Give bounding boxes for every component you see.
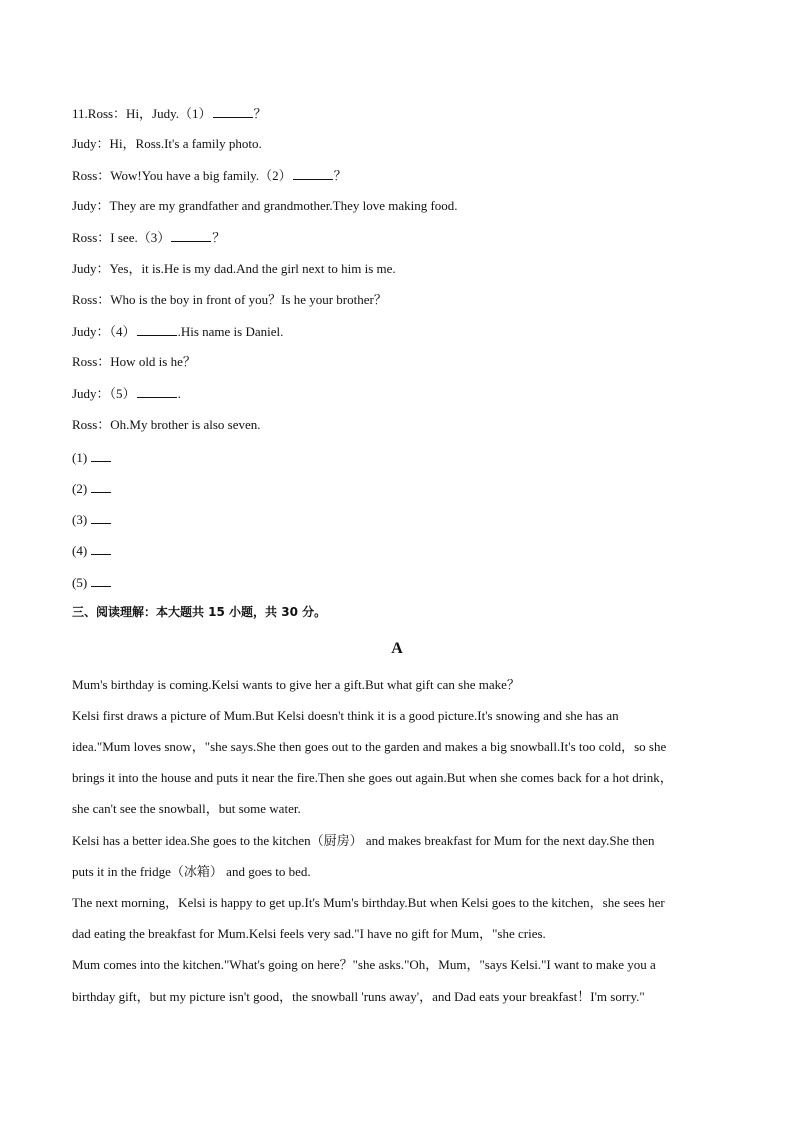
passage-line: Mum comes into the kitchen."What's going on here？"she asks."Oh，Mum，"says Kelsi."I want to make you a [72,957,656,972]
section-heading: 三、阅读理解：本大题共 15 小题，共 30 分。 [72,605,327,619]
answer-blank [137,323,177,336]
answer-line: (3) [72,511,722,528]
answer-blank[interactable] [91,449,111,462]
answer-blank[interactable] [91,574,111,587]
answer-blank[interactable] [91,480,111,493]
dialogue-line: Ross：Wow!You have a big family.（2） ？ [72,168,347,183]
dialogue-line: Ross：How old is he？ [72,354,196,369]
answer-line: (5) [72,574,722,591]
passage-line: Kelsi has a better idea.She goes to the kitchen（厨房） and makes breakfast for Mum for the next day.She then [72,833,655,848]
dialogue-line: Judy：Hi，Ross.It's a family photo. [72,136,262,151]
passage-title: A [391,640,403,657]
dialogue-line: Ross：I see.（3） ？ [72,230,226,245]
passage-line: brings it into the house and puts it near the fire.Then she goes out again.But when she comes back for a hot drink， [72,770,673,785]
dialogue-line: Judy：（4） .His name is Daniel. [72,324,284,339]
answer-blank [137,385,177,398]
passage-line: idea."Mum loves snow，"she says.She then goes out to the garden and makes a big snowball.It's too cold，so she [72,739,667,754]
passage-line: she can't see the snowball，but some water. [72,801,301,816]
answer-line: (2) [72,480,722,497]
passage-line: birthday gift，but my picture isn't good，the snowball 'runs away'，and Dad eats your breakfast！I'm sorry." [72,989,645,1004]
passage-line: Kelsi first draws a picture of Mum.But Kelsi doesn't think it is a good picture.It's snowing and she has an [72,708,619,723]
answer-line: (4) [72,542,722,559]
dialogue-line: Judy：（5） . [72,386,181,401]
dialogue-line: Judy：They are my grandfather and grandmother.They love making food. [72,198,458,213]
passage-line: Mum's birthday is coming.Kelsi wants to give her a gift.But what gift can she make？ [72,677,520,692]
passage-line: puts it in the fridge（冰箱） and goes to bed. [72,864,311,879]
dialogue-line: 11.Ross：Hi，Judy.（1） ？ [72,106,267,121]
answer-blank [293,167,333,180]
answer-blank[interactable] [91,511,111,524]
answer-blank [171,229,211,242]
answer-blank [213,105,253,118]
passage-line: dad eating the breakfast for Mum.Kelsi feels very sad."I have no gift for Mum，"she cries. [72,926,546,941]
dialogue-line: Ross：Who is the boy in front of you？Is he your brother？ [72,292,387,307]
dialogue-line: Ross：Oh.My brother is also seven. [72,417,261,432]
passage-line: The next morning，Kelsi is happy to get up.It's Mum's birthday.But when Kelsi goes to the kitchen，she sees her [72,895,665,910]
dialogue-line: Judy：Yes，it is.He is my dad.And the girl next to him is me. [72,261,396,276]
answer-blank[interactable] [91,542,111,555]
answer-line: (1) [72,449,722,466]
